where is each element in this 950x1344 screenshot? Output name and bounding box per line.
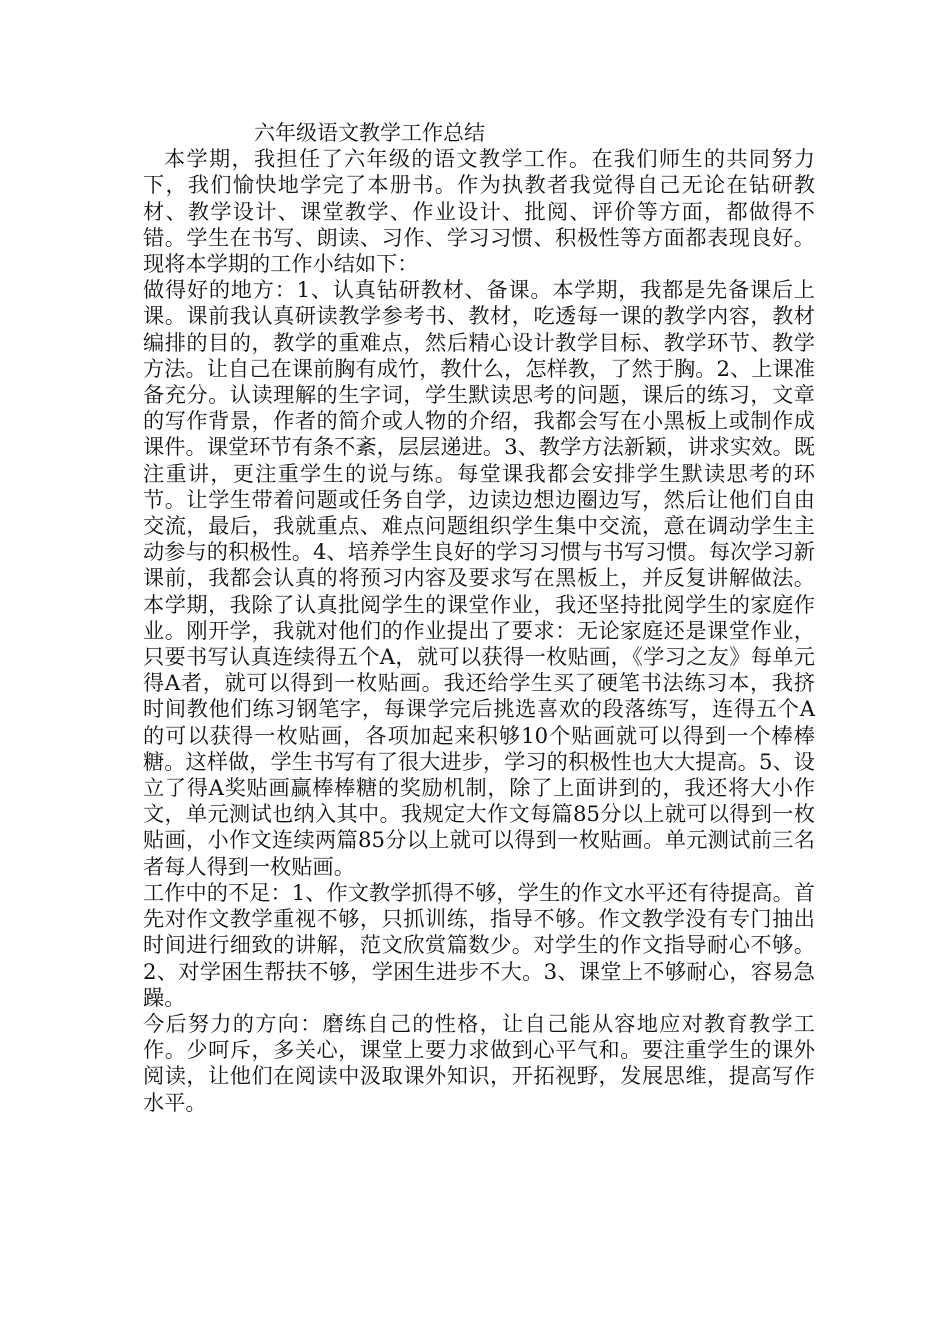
shortcomings-paragraph: 工作中的不足：1、作文教学抓得不够，学生的作文水平还有待提高。首先对作文教学重视不够，只抓训练，指导不够。作文教学没有专门抽出时间进行细致的讲解，范文欣赏篇数少。对学生的作文指导耐心不够。2、对学困生帮扶不够，学困生进步不大。3、课堂上不够耐心，容易急躁。: [143, 879, 815, 1010]
document-title: 六年级语文教学工作总结: [254, 121, 485, 145]
strengths-paragraph: 做得好的地方：1、认真钻研教材、备课。本学期，我都是先备课后上课。课前我认真研读教学参考书、教材，吃透每一课的教学内容，教材编排的目的，教学的重难点，然后精心设计教学目标、教学环节、教学方法。让自己在课前胸有成竹，教什么，怎样教，了然于胸。2、上课准备充分。认读理解的生字词，学生默读思考的问题，课后的练习，文章的写作背景，作者的简介或人物的介绍，我都会写在小黑板上或制作成课件。课堂环节有条不紊，层层递进。3、教学方法新颖，讲求实效。既注重讲，更注重学生的说与练。每堂课我都会安排学生默读思考的环节。让学生带着问题或任务自学，边读边想边圈边写，然后让他们自由交流，最后，我就重点、难点问题组织学生集中交流，意在调动学生主动参与的积极性。4、培养学生良好的学习习惯与书写习惯。每次学习新课前，我都会认真的将预习内容及要求写在黑板上，并反复讲解做法。本学期，我除了认真批阅学生的课堂作业，我还坚持批阅学生的家庭作业。刚开学，我就对他们的作业提出了要求：无论家庭还是课堂作业，只要书写认真连续得五个A，就可以获得一枚贴画，《学习之友》每单元得A者，就可以得到一枚贴画。我还给学生买了硬笔书法练习本，我挤时间教他们练习钢笔字，每课学完后挑选喜欢的段落练写，连得五个A的可以获得一枚贴画，各项加起来积够10个贴画就可以得到一个棒棒糖。这样做，学生书写有了很大进步，学习的积极性也大大提高。5、设立了得A奖贴画赢棒棒糖的奖励机制，除了上面讲到的，我还将大小作文，单元测试也纳入其中。我规定大作文每篇85分以上就可以得到一枚贴画，小作文连续两篇85分以上就可以得到一枚贴画。单元测试前三名者每人得到一枚贴画。: [143, 277, 815, 879]
document-body: [143, 120, 815, 1116]
future-direction-paragraph: 今后努力的方向：磨练自己的性格，让自己能从容地应对教育教学工作。少呵斥，多关心，课堂上要力求做到心平气和。要注重学生的课外阅读，让他们在阅读中汲取课外知识，开拓视野，发展思维，提高写作水平。: [143, 1010, 815, 1115]
intro-paragraph: 本学期，我担任了六年级的语文教学工作。在我们师生的共同努力下，我们愉快地学完了本册书。作为执教者我觉得自己无论在钻研教材、教学设计、课堂教学、作业设计、批阅、评价等方面，都做得不错。学生在书写、朗读、习作、学习习惯、积极性等方面都表现良好。现将本学期的工作小结如下：: [143, 146, 815, 277]
